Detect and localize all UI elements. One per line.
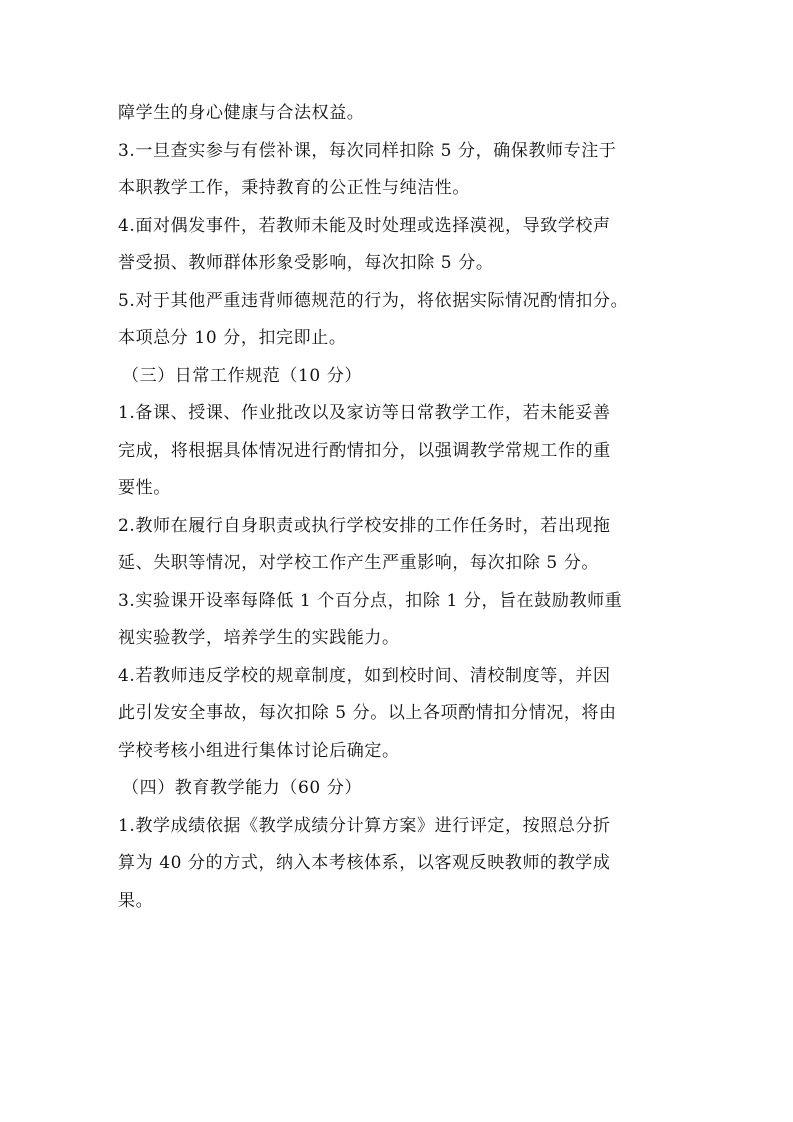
section3-item-1-line-3: 要性。: [118, 478, 171, 498]
document-body: [118, 95, 678, 920]
list-item-3-line-1: 3.一旦查实参与有偿补课，每次同样扣除 5 分，确保教师专注于: [118, 140, 617, 161]
section3-item-4-line-2: 此引发安全事故，每次扣除 5 分。以上各项酌情扣分情况，将由: [118, 703, 617, 723]
list-item-4-line-2: 誉受损、教师群体形象受影响，每次扣除 5 分。: [118, 253, 494, 273]
section-heading-4: （四）教育教学能力（60 分）: [122, 778, 363, 798]
section-heading-3: （三）日常工作规范（10 分）: [122, 365, 363, 386]
section4-item-1-line-1: 1.教学成绩依据《教学成绩分计算方案》进行评定，按照总分折: [118, 815, 611, 836]
list-item-5-line-2: 本项总分 10 分，扣完即止。: [118, 328, 347, 348]
section4-item-1-line-2: 算为 40 分的方式，纳入本考核体系，以客观反映教师的教学成: [118, 853, 611, 873]
section3-item-2-line-2: 延、失职等情况，对学校工作产生严重影响，每次扣除 5 分。: [118, 553, 600, 573]
list-item-4-line-1: 4.面对偶发事件，若教师未能及时处理或选择漠视，导致学校声: [118, 215, 611, 236]
section3-item-2-line-1: 2.教师在履行自身职责或执行学校安排的工作任务时，若出现拖: [118, 515, 611, 536]
section3-item-4-line-1: 4.若教师违反学校的规章制度，如到校时间、清校制度等，并因: [118, 665, 611, 686]
body-text-line: 障学生的身心健康与合法权益。: [118, 103, 365, 123]
section3-item-3-line-1: 3.实验课开设率每降低 1 个百分点，扣除 1 分，旨在鼓励教师重: [118, 590, 623, 611]
section3-item-4-line-3: 学校考核小组进行集体讨论后确定。: [118, 740, 400, 761]
list-item-5-line-1: 5.对于其他严重违背师德规范的行为，将依据实际情况酌情扣分。: [118, 290, 629, 311]
section3-item-1-line-1: 1.备课、授课、作业批改以及家访等日常教学工作，若未能妥善: [118, 403, 611, 423]
section3-item-1-line-2: 完成，将根据具体情况进行酌情扣分，以强调教学常规工作的重: [118, 440, 611, 461]
section4-item-1-line-3: 果。: [118, 890, 154, 911]
section3-item-3-line-2: 视实验教学，培养学生的实践能力。: [118, 628, 400, 648]
list-item-3-line-2: 本职教学工作，秉持教育的公正性与纯洁性。: [118, 178, 470, 198]
